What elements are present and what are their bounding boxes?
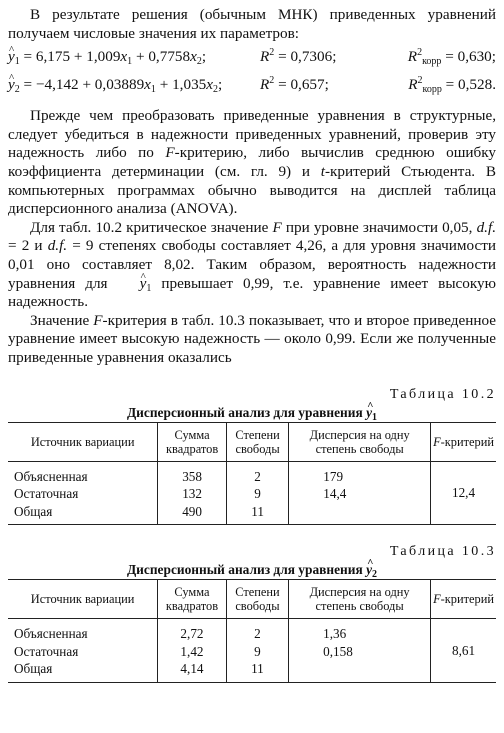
table-row [8, 619, 496, 683]
header-dispersion: Дисперсия на одну степень свободы [289, 580, 431, 619]
f-value: 12,4 [431, 461, 496, 525]
f-value: 8,61 [431, 619, 496, 683]
paragraph-structural: Прежде чем преобразовать приведенные уравнения в структурные, следует убедиться в надежности приведенных уравнений, проверив эту надежность либо по F-критерию, либо вычислив среднюю ошибку коэффициента детерминации (см. гл. 9) и t-критерий Стьюдента. В компьютерных программах обычно выводится на дисплей таблица дисперсионного анализа (ANOVA). [8, 107, 497, 218]
header-source: Источник вариации [8, 422, 158, 461]
table-row [8, 461, 496, 525]
header-df: Степени свободы [226, 580, 288, 619]
df-column: 2 9 11 [226, 619, 288, 683]
equation-1-r2: $R^2 = 0,7306$; [260, 47, 337, 66]
anova-table-1 [8, 422, 496, 526]
table-2-label: Таблица 10.3 [389, 544, 496, 559]
equation-2-r2: $R^2 = 0,657$; [260, 75, 329, 94]
equation-2 [8, 71, 496, 99]
sum-column: 358 132 490 [158, 461, 227, 525]
table-2-caption: Дисперсионный анализ для уравнения ^ $y_2$ [8, 561, 496, 579]
dispersion-column: 179 14,4 [289, 461, 431, 525]
intro-paragraph: В результате решения (обычным МНК) приведенных уравнений получаем числовые значения их параметров: [8, 6, 496, 42]
header-df: Степени свободы [226, 422, 288, 461]
paragraph-f-value: Значение F-критерия в табл. 10.3 показывает, что и второе приведенное уравнение имеет высокую надежность — около 0,99. Если же полученные приведенные уравнения оказались [8, 311, 496, 366]
header-sum: Сумма квадратов [158, 580, 227, 619]
header-sum: Сумма квадратов [158, 422, 227, 461]
df-column: 2 9 11 [226, 461, 288, 525]
header-source: Источник вариации [8, 580, 158, 619]
anova-table-2 [8, 579, 496, 683]
source-column: Объясненная Остаточная Общая [14, 626, 88, 676]
sum-column: 2,72 1,42 4,14 [158, 619, 227, 683]
table-1-label: Таблица 10.2 [389, 386, 496, 402]
equation-1 [8, 43, 496, 71]
table-header-row [8, 580, 496, 619]
header-dispersion: Дисперсия на одну степень свободы [289, 422, 431, 461]
dispersion-column: 1,36 0,158 [289, 619, 431, 683]
table-1-caption: Дисперсионный анализ для уравнения ^ $y_1$ [8, 404, 496, 422]
source-column: Объясненная Остаточная Общая [14, 468, 88, 519]
paragraph-critical-value: Для табл. 10.2 критическое значение F при уровне значимости 0,05, d.f. = 2 и d.f. = 9 степенях свободы составляет 4,26, а для уровня значимости 0,01 оно составляет 8,02. Таким образом, вероятность надежности уравнения для ^ $y_1$ превышает 0,99, т.е. уравнение имеет высокую надежность. [8, 219, 496, 312]
equation-1-r2-adjusted: $R^2_{корр} = 0,630$; [407, 47, 496, 68]
equation-2-r2-adjusted: $R^2_{корр} = 0,528$. [408, 75, 496, 96]
header-f-criterion: F-критерий [431, 422, 496, 461]
table-header-row [8, 422, 496, 461]
equation-1-formula: ^ $y_1 = 6,175 + 1,009x_1 + 0,7758x_2$; [8, 43, 260, 71]
equation-2-formula: ^ $y_2 = -4,142 + 0,03889x_1 + 1,035x_2$; [8, 71, 260, 99]
header-f-criterion: F-критерий [431, 580, 496, 619]
